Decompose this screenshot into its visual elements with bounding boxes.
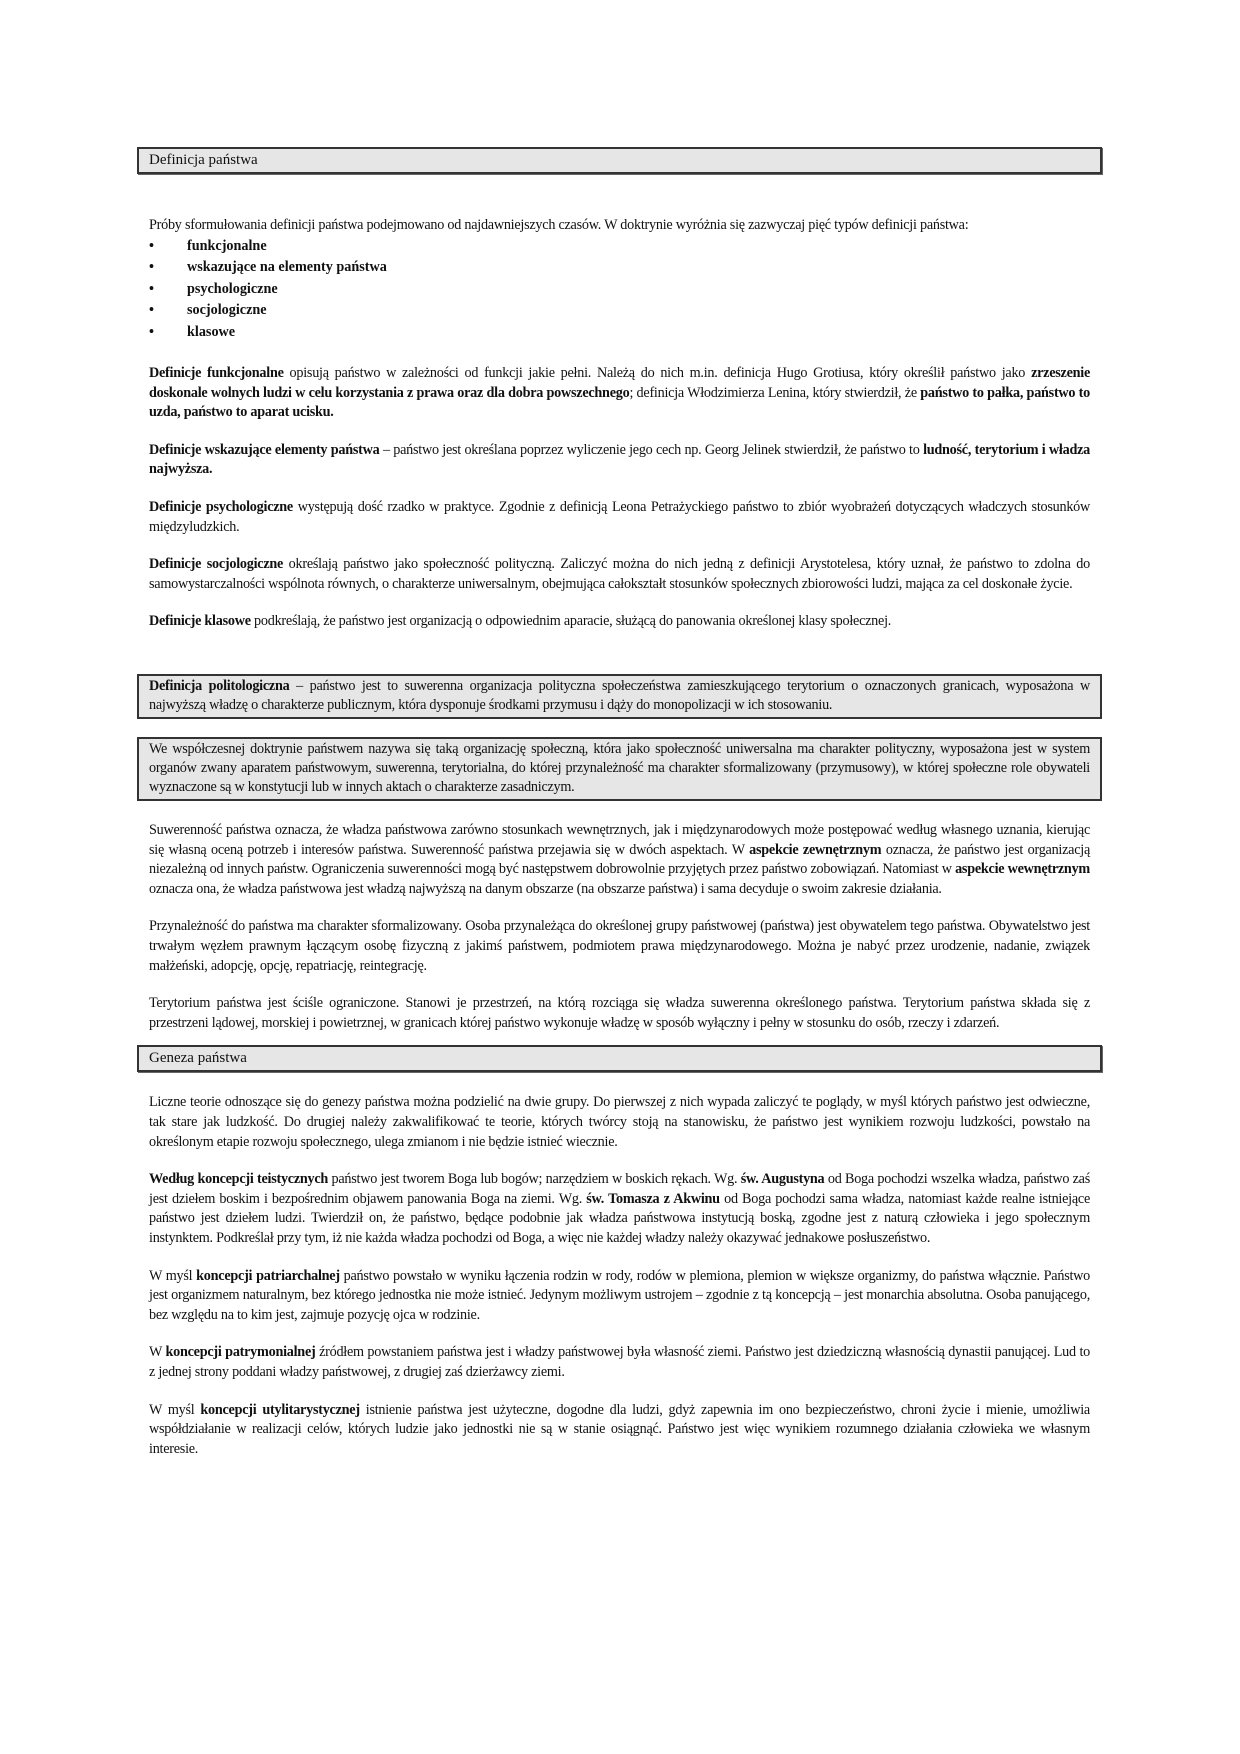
text: ; definicja Włodzimierza Lenina, który stwierdził, że	[629, 384, 921, 401]
text: Terytorium państwa jest ściśle ograniczone. Stanowi je przestrzeń, na którą rozciąga się władza suwerenna określonego państwa. Terytorium państwa składa się z przestrzeni lądowej, morskiej i powietrznej, w granicach której państwo wykonuje władzę w sposób wyłączny i pełny w stosunku do osób, rzeczy i zdarzeń.	[149, 995, 1090, 1031]
list-item-label: psychologiczne	[187, 280, 278, 297]
text: We współczesnej doktrynie państwem nazywa się taką organizację społeczną, która jako społeczność uniwersalna ma charakter polityczny, wyposażona jest w system organów zwany aparatem państwowym, suwerenna, terytorialna, do której przynależność ma charakter sformalizowany (przymusowy), w której społeczne role obywateli wyznaczone są w konstytucji lub w innych aktach o charakterze zasadniczym.	[149, 741, 1090, 796]
bold-text: Definicje klasowe	[149, 613, 251, 630]
bold-text: koncepcji utylitarystycznej	[200, 1401, 360, 1418]
bold-text: Definicje socjologiczne	[149, 556, 284, 573]
bold-text: św. Augustyna	[740, 1171, 825, 1188]
paragraph	[149, 364, 1090, 423]
paragraph	[149, 1401, 1090, 1460]
bold-text: ludność, terytorium i władza najwyższa.	[149, 441, 1090, 478]
list-item	[149, 322, 1090, 344]
text: W myśl	[149, 1401, 201, 1418]
bold-text: św. Tomasza z Akwinu	[586, 1190, 720, 1207]
text: – państwo jest to suwerenna organizacja polityczna społeczeństwa zamieszkującego terytorium o oznaczonych granicach, wyposażona w najwyższą władzę o charakterze publicznym, która dysponuje środkami przymusu i dąży do monopolizacji w ich stosowaniu.	[149, 678, 1090, 714]
bold-text: Według koncepcji teistycznych	[149, 1171, 329, 1188]
bold-text: Definicja politologiczna	[149, 678, 290, 695]
list-item	[149, 236, 1090, 258]
genesis-paragraphs	[137, 1093, 1102, 1459]
paragraph	[149, 1093, 1090, 1152]
text: W	[149, 1344, 166, 1361]
bold-text: aspekcie wewnętrznym	[955, 861, 1090, 878]
bullet-icon: •	[149, 280, 154, 297]
paragraph	[149, 821, 1090, 899]
section-header-definicja: Definicja państwa	[137, 147, 1102, 174]
paragraph	[149, 612, 1090, 632]
definition-wspolczesna-box	[137, 737, 1102, 801]
text: Suwerenność państwa oznacza, że władza państwowa zarówno stosunkach wewnętrznych, jak i międzynarodowych może postępować według własnego uznania, kierując się własną oceną potrzeb i interesów państwa. Suwerenność państwa przejawia się w dwóch aspektach. W	[149, 822, 1090, 858]
text: od Boga pochodzi sama władza, natomiast każde realne istniejące państwo jest dziełem ludzi. Twierdził on, że państwo, będące podobnie jak władza państwowa instytucją boską, zgodne jest z naturą człowieka i jego społecznym instynktem. Podkreślał przy tym, iż nie każda władza pochodzi od Boga, a więc nie każdej władzy należy okazywać jednakowe posłuszeństwo.	[149, 1190, 1090, 1246]
definition-types-list	[149, 236, 1090, 344]
paragraph	[149, 917, 1090, 976]
text: od Boga pochodzi wszelka władza, państwo zaś jest dziełem boskim i bezpośrednim objawem panowania Boga na ziemi. Wg.	[149, 1171, 1090, 1207]
bullet-icon: •	[149, 259, 154, 276]
text: określają państwo jako społeczność polityczną. Zaliczyć można do nich jedną z definicji Arystotelesa, który uznał, że państwo to zdolna do samowystarczalności wspólnota równych, o charakterze uniwersalnym, obejmująca całokształt stosunków społecznych zbiorowości ludzi, mająca za cel doskonałe życie.	[149, 556, 1090, 592]
definitions-paragraphs	[137, 364, 1102, 632]
sovereignty-paragraphs	[137, 821, 1102, 1033]
bold-text: Definicje wskazujące elementy państwa	[149, 441, 380, 458]
paragraph	[149, 1343, 1090, 1382]
text: opisują państwo w zależności od funkcji jakie pełni. Należą do nich m.in. definicja Hugo Grotiusa, który określił państwo jako	[283, 365, 1032, 382]
list-item	[149, 300, 1090, 322]
text: W myśl	[149, 1267, 197, 1284]
intro-paragraph	[149, 216, 1090, 236]
bold-text: koncepcji patrymonialnej	[165, 1344, 316, 1361]
text: Liczne teorie odnoszące się do genezy państwa można podzielić na dwie grupy. Do pierwszej z nich wypada zaliczyć te poglądy, w myśl których państwo jest odwieczne, tak stare jak ludzkość. Do drugiej należy zakwalifikować te teorie, których twórcy stoją na stanowisku, że państwo jest wynikiem rozwoju ludzkości, powstało na określonym etapie rozwoju społecznego, ulega zmianom i nie będzie istnieć wiecznie.	[149, 1094, 1090, 1150]
text: państwo jest tworem Boga lub bogów; narzędziem w boskich rękach. Wg.	[328, 1171, 741, 1188]
bullet-icon: •	[149, 302, 154, 319]
text: Próby sformułowania definicji państwa podejmowano od najdawniejszych czasów. W doktrynie wyróżnia się zazwyczaj pięć typów definicji państwa:	[149, 217, 969, 233]
text: występują dość rzadko w praktyce. Zgodnie z definicją Leona Petrażyckiego państwo to zbiór wyobrażeń dotyczących władczych stosunków międzyludzkich.	[149, 499, 1090, 535]
list-item	[149, 279, 1090, 301]
bullet-icon: •	[149, 237, 154, 254]
paragraph	[149, 994, 1090, 1033]
bold-text: państwo to pałka, państwo to uzda, państwo to aparat ucisku.	[149, 384, 1091, 421]
paragraph	[149, 1267, 1090, 1326]
document-page	[137, 147, 1102, 1459]
list-item-label: funkcjonalne	[187, 237, 267, 254]
text: oznacza ona, że władza państwowa jest władzą najwyższą na danym obszarze (na obszarze państwa) i sama decyduje o swoim zakresie działania.	[149, 880, 942, 897]
bold-text: koncepcji patriarchalnej	[196, 1267, 340, 1284]
text: Przynależność do państwa ma charakter sformalizowany. Osoba przynależąca do określonej grupy państwowej (państwa) jest obywatelem tego państwa. Obywatelstwo jest trwałym węzłem prawnym łączącym osobę fizyczną z jakimś państwem, podmiotem prawa międzynarodowego. Można je nabyć przez urodzenie, nadanie, związek małżeński, adopcję, opcję, repatriację, reintegrację.	[149, 918, 1090, 974]
paragraph	[149, 498, 1090, 537]
list-item	[149, 257, 1090, 279]
paragraph	[149, 441, 1090, 480]
bold-text: aspekcie zewnętrznym	[749, 841, 882, 858]
list-item-label: wskazujące na elementy państwa	[187, 259, 387, 276]
section-header-geneza: Geneza państwa	[137, 1045, 1102, 1072]
list-item-label: klasowe	[187, 323, 236, 340]
text: – państwo jest określana poprzez wyliczenie jego cech np. Georg Jelinek stwierdził, że państwo to	[379, 441, 924, 458]
paragraph	[149, 1170, 1090, 1248]
bold-text: Definicje psychologiczne	[149, 499, 293, 516]
text: państwo powstało w wyniku łączenia rodzin w rody, rodów w plemiona, plemion w większe organizmy, do państwa włącznie. Państwo jest organizmem naturalnym, bez którego jednostka nie może istnieć. Jedynym możliwym ustrojem – zgodnie z tą koncepcją – jest monarchia absolutna. Osoba panującego, bez względu na to kim jest, zajmuje pozycję ojca w rodzinie.	[149, 1267, 1090, 1323]
text: istnienie państwa jest użyteczne, dogodne dla ludzi, gdyż zapewnia im ono bezpieczeństwo, chroni życie i mienie, umożliwia współdziałanie w realizacji celów, których ludzie jako jednostki nie są w stanie osiągnąć. Państwo jest więc wynikiem rozumnego działania człowieka we własnym interesie.	[149, 1401, 1090, 1457]
text: podkreślają, że państwo jest organizacją o odpowiednim aparacie, służącą do panowania określonej klasy społecznej.	[250, 613, 892, 630]
bold-text: Definicje funkcjonalne	[149, 365, 284, 382]
definition-politologiczna-box	[137, 674, 1102, 719]
bullet-icon: •	[149, 323, 154, 340]
bold-text: zrzeszenie doskonale wolnych ludzi w celu korzystania z prawa oraz dla dobra powszechnego	[149, 365, 1090, 401]
text: oznacza, że państwo jest organizacją niezależną od innych państw. Ograniczenia suwerenności mogą być następstwem dobrowolnie przyjętych przez państwo zobowiązań. Natomiast w	[149, 841, 1091, 878]
list-item-label: socjologiczne	[187, 302, 267, 319]
text: źródłem powstaniem państwa jest i władzy państwowej była własność ziemi. Państwo jest dziedziczną własnością dynastii panującej. Lud to z jednej strony poddani władzy państwowej, z drugiej zaś dzierżawcy ziemi.	[149, 1344, 1090, 1380]
paragraph	[149, 555, 1090, 594]
